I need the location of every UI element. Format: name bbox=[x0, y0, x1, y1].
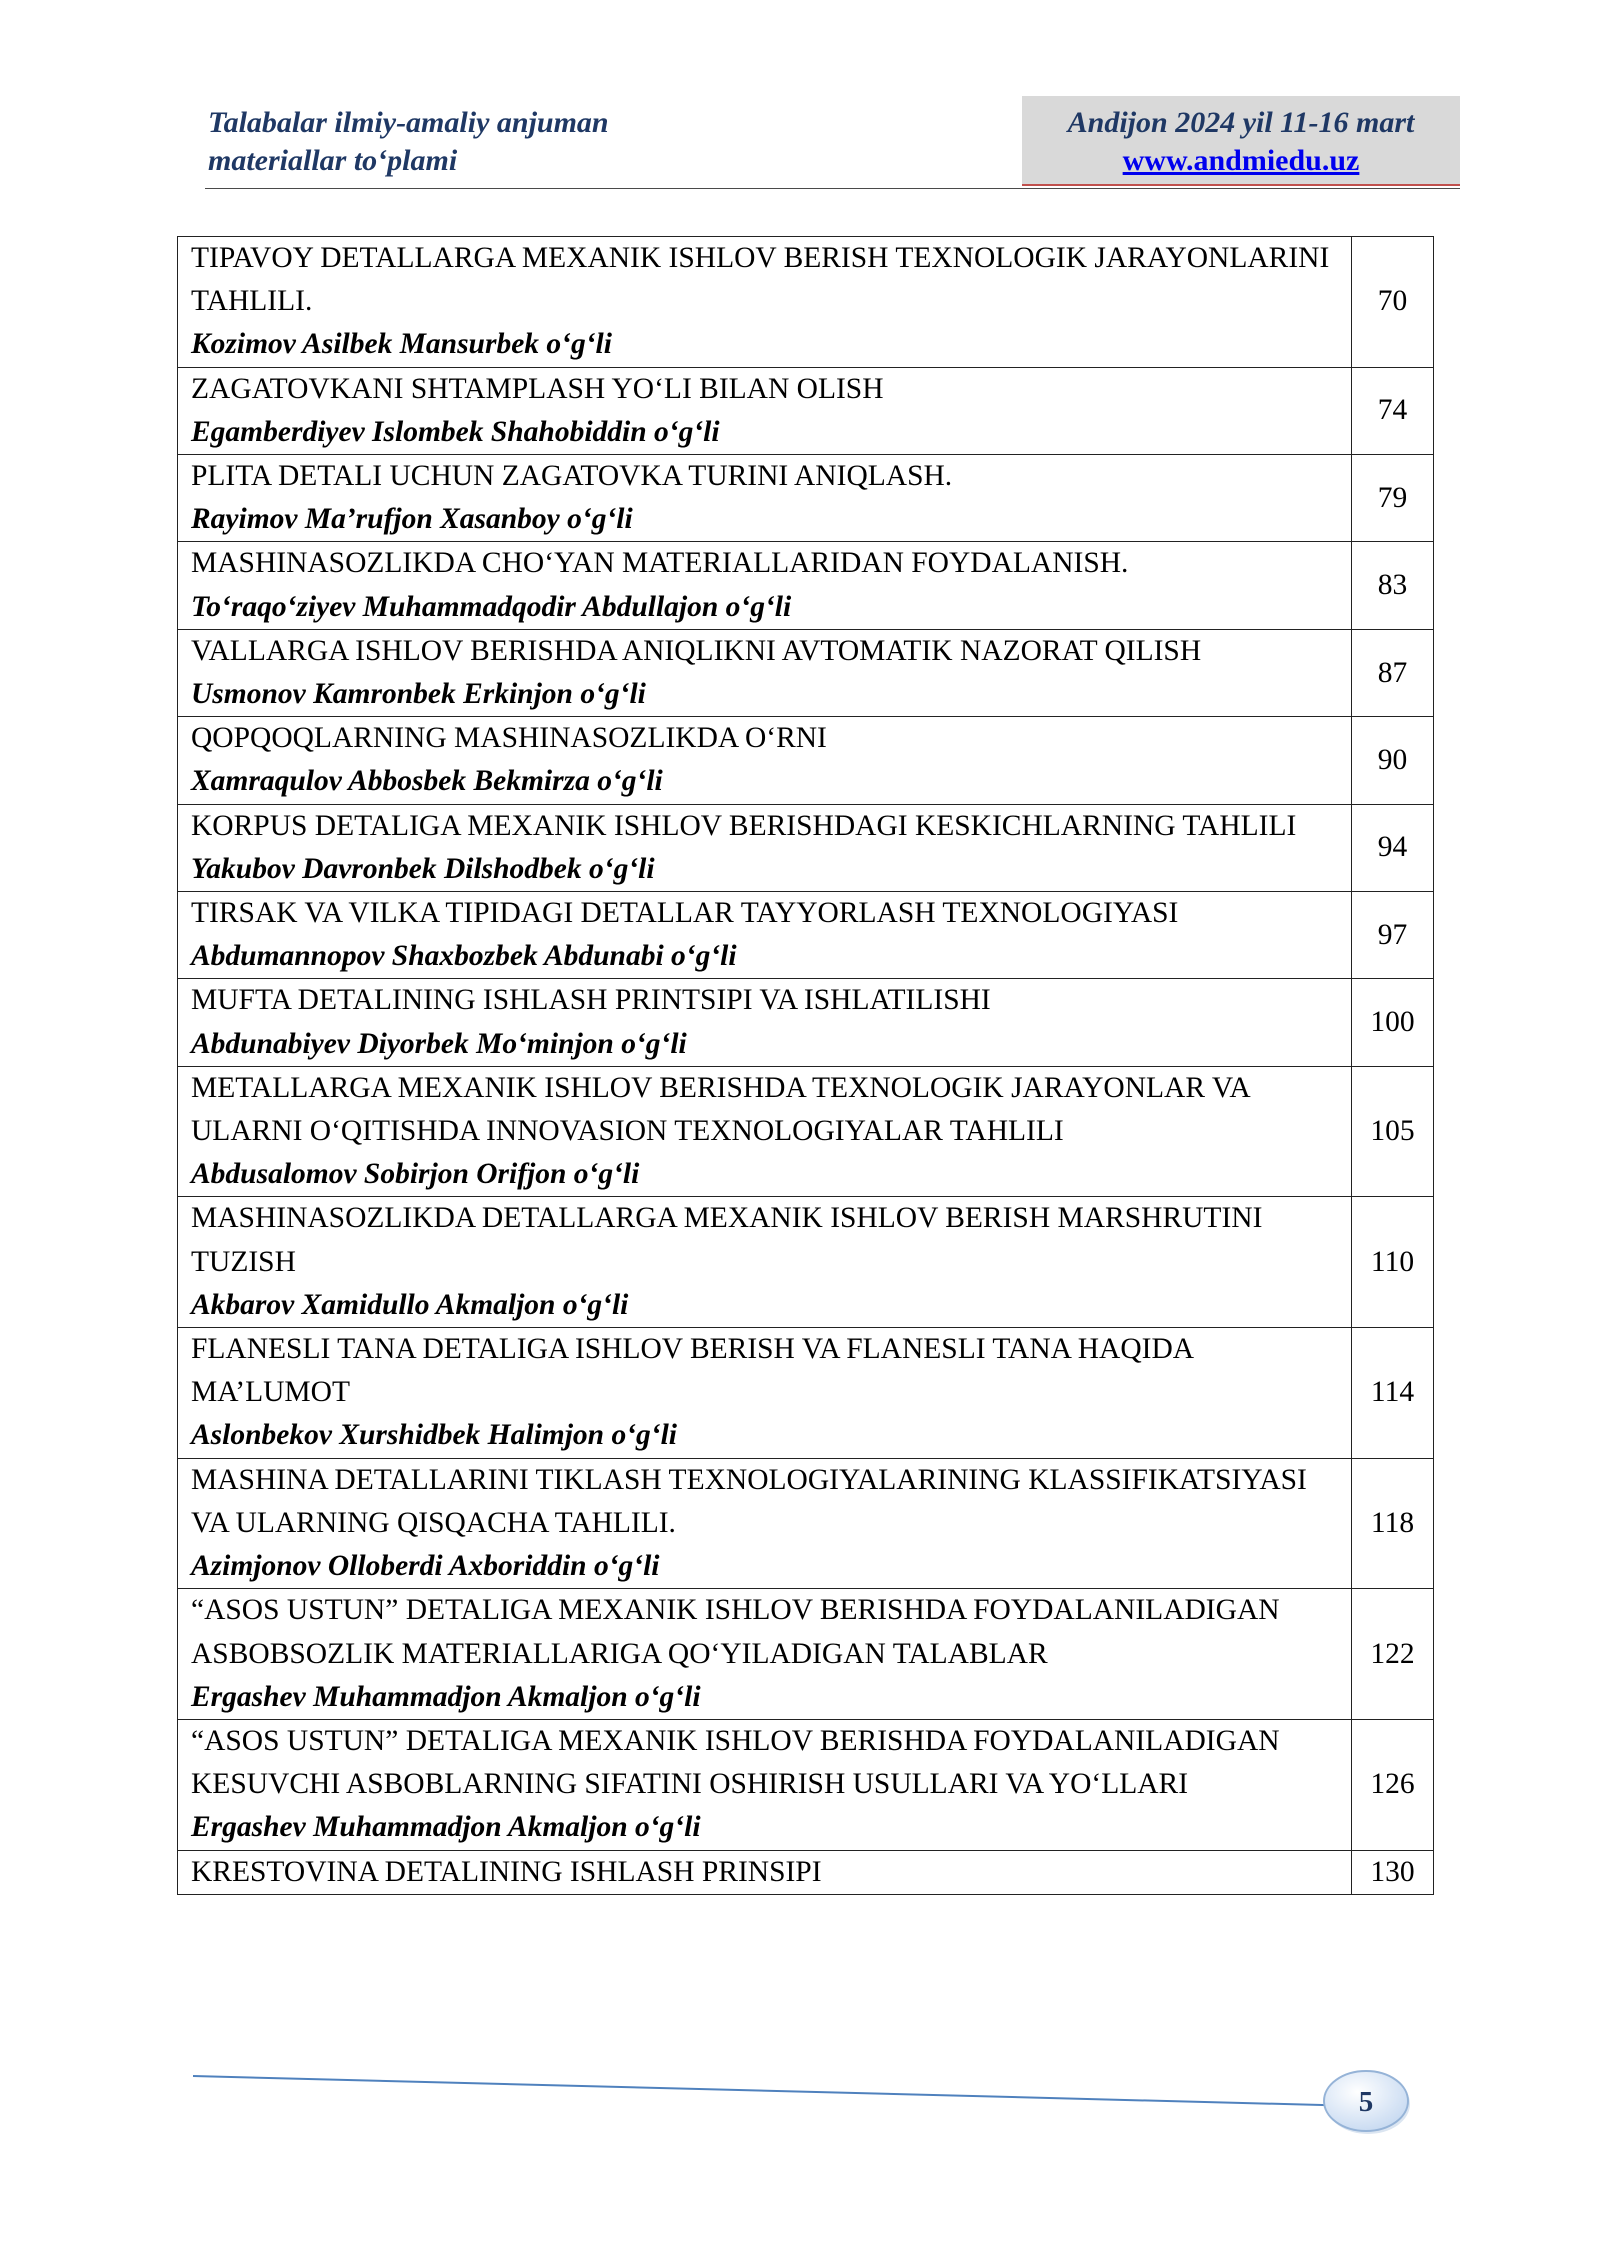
toc-page-number: 83 bbox=[1352, 542, 1434, 629]
toc-entry-author: Xamraqulov Abbosbek Bekmirza o‘g‘li bbox=[191, 765, 663, 798]
toc-entry-author: To‘raqo‘ziyev Muhammadqodir Abdullajon o‘g‘li bbox=[191, 590, 792, 623]
footer-line bbox=[193, 2076, 1360, 2106]
toc-entry-author: Aslonbekov Xurshidbek Halimjon o‘g‘li bbox=[191, 1419, 677, 1452]
toc-page-number: 126 bbox=[1352, 1719, 1434, 1850]
toc-entry-author: Usmonov Kamronbek Erkinjon o‘g‘li bbox=[191, 678, 646, 711]
toc-page-number: 105 bbox=[1352, 1066, 1434, 1197]
toc-entry-author: Yakubov Davronbek Dilshodbek o‘g‘li bbox=[191, 852, 655, 885]
toc-entry-title: PLITA DETALI UCHUN ZAGATOVKA TURINI ANIQLASH. bbox=[191, 460, 953, 493]
toc-entry-title: KORPUS DETALIGA MEXANIK ISHLOV BERISHDAGI KESKICHLARNING TAHLILI bbox=[191, 809, 1297, 842]
toc-entry-author: Azimjonov Olloberdi Axboriddin o‘g‘li bbox=[191, 1550, 660, 1583]
toc-entry-title: MUFTA DETALINING ISHLASH PRINTSIPI VA ISHLATILISHI bbox=[191, 984, 991, 1017]
header-website-link[interactable]: www.andmiedu.uz bbox=[1122, 144, 1360, 177]
header-title-line1: Talabalar ilmiy-amaliy anjuman bbox=[208, 106, 609, 139]
toc-page-number: 74 bbox=[1352, 367, 1434, 454]
toc-entry-title: MASHINASOZLIKDA CHO‘YAN MATERIALLARIDAN FOYDALANISH. bbox=[191, 547, 1129, 580]
toc-page-number: 130 bbox=[1352, 1850, 1434, 1894]
toc-page-number: 79 bbox=[1352, 455, 1434, 542]
toc-entry-author: Rayimov Ma’rufjon Xasanboy o‘g‘li bbox=[191, 503, 633, 536]
toc-page-number: 122 bbox=[1352, 1589, 1434, 1720]
toc-entry-author: Abdumannopov Shaxbozbek Abdunabi o‘g‘li bbox=[191, 940, 737, 973]
toc-entry-author: Ergashev Muhammadjon Akmaljon o‘g‘li bbox=[191, 1811, 701, 1844]
toc-entry-title: TIRSAK VA VILKA TIPIDAGI DETALLAR TAYYORLASH TEXNOLOGIYASI bbox=[191, 897, 1179, 930]
toc-page-number: 87 bbox=[1352, 629, 1434, 716]
toc-entry-title: MASHINA DETALLARINI TIKLASH TEXNOLOGIYALARINING KLASSIFIKATSIYASI VA ULARNING QISQACHA TAHLILI. bbox=[191, 1463, 1307, 1539]
page-number: 5 bbox=[1358, 2086, 1374, 2118]
header-title-line2: materiallar to‘plami bbox=[208, 144, 458, 177]
toc-entry-title: “ASOS USTUN” DETALIGA MEXANIK ISHLOV BERISHDA FOYDALANILADIGAN KESUVCHI ASBOBLARNING SIFATINI OSHIRISH USULLARI VA YO‘LLARI bbox=[191, 1724, 1280, 1801]
toc-entry-author: Abdusalomov Sobirjon Orifjon o‘g‘li bbox=[191, 1158, 640, 1191]
toc-entry-title: FLANESLI TANA DETALIGA ISHLOV BERISH VA FLANESLI TANA HAQIDA MA’LUMOT bbox=[191, 1333, 1193, 1409]
toc-entry-title: KRESTOVINA DETALINING ISHLASH PRINSIPI bbox=[191, 1855, 822, 1888]
toc-entry-author: Egamberdiyev Islombek Shahobiddin o‘g‘li bbox=[191, 415, 720, 448]
toc-entry-author: Akbarov Xamidullo Akmaljon o‘g‘li bbox=[191, 1288, 629, 1321]
toc-page-number: 118 bbox=[1352, 1458, 1434, 1589]
toc-entry-title: ZAGATOVKANI SHTAMPLASH YO‘LI BILAN OLISH bbox=[191, 372, 884, 405]
toc-page-number: 114 bbox=[1352, 1328, 1434, 1459]
toc-page-number: 110 bbox=[1352, 1197, 1434, 1328]
toc-page-number: 90 bbox=[1352, 717, 1434, 804]
toc-page-number: 94 bbox=[1352, 804, 1434, 891]
toc-page-number: 97 bbox=[1352, 892, 1434, 979]
toc-page-number: 100 bbox=[1352, 979, 1434, 1066]
toc-entry-author: Kozimov Asilbek Mansurbek o‘g‘li bbox=[191, 328, 612, 361]
toc-entry-title: QOPQOQLARNING MASHINASOZLIKDA O‘RNI bbox=[191, 722, 827, 755]
toc-entry-title: METALLARGA MEXANIK ISHLOV BERISHDA TEXNOLOGIK JARAYONLAR VA ULARNI O‘QITISHDA INNOVASION TEXNOLOGIYALAR TAHLILI bbox=[191, 1071, 1250, 1148]
toc-entry-title: “ASOS USTUN” DETALIGA MEXANIK ISHLOV BERISHDA FOYDALANILADIGAN ASBOBSOZLIK MATERIALLARIGA QO‘YILADIGAN TALABLAR bbox=[191, 1594, 1280, 1670]
toc-entry-title: VALLARGA ISHLOV BERISHDA ANIQLIKNI AVTOMATIK NAZORAT QILISH bbox=[191, 634, 1202, 667]
header-event-dates: Andijon 2024 yil 11-16 mart bbox=[1067, 106, 1415, 139]
toc-entry-title: MASHINASOZLIKDA DETALLARGA MEXANIK ISHLOV BERISH MARSHRUTINI TUZISH bbox=[191, 1202, 1263, 1278]
toc-entry-author: Abdunabiyev Diyorbek Mo‘minjon o‘g‘li bbox=[191, 1027, 687, 1060]
toc-entry-title: TIPAVOY DETALLARGA MEXANIK ISHLOV BERISH TEXNOLOGIK JARAYONLARINI TAHLILI. bbox=[191, 242, 1330, 318]
toc-entry-author: Ergashev Muhammadjon Akmaljon o‘g‘li bbox=[191, 1680, 701, 1713]
toc-page-number: 70 bbox=[1352, 237, 1434, 368]
